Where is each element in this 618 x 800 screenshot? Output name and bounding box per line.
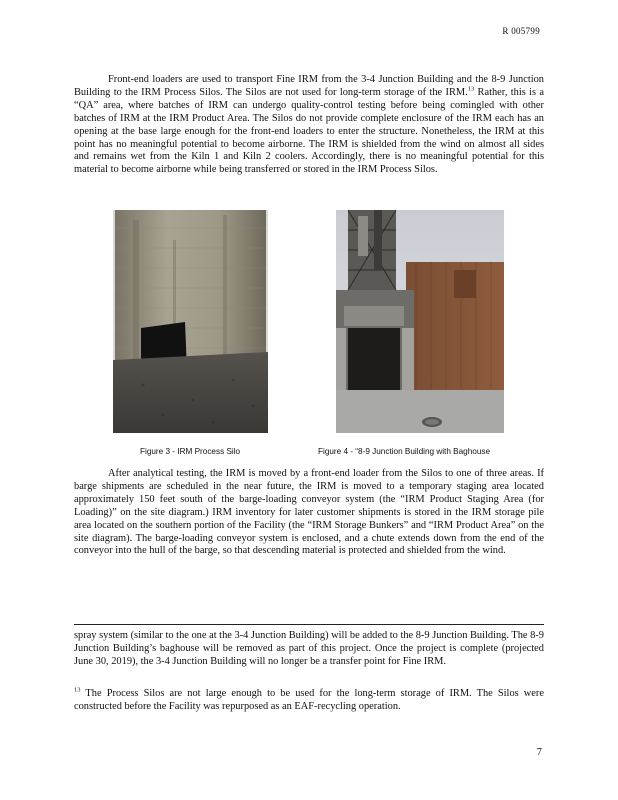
- paragraph-1-text-b: Rather, this is a “QA” area, where batches of IRM can undergo quality-control testing before being comingled with other batches of IRM at the IRM Product Area. The Silos do not provide complete enclosure of the IRM each has an opening at the base large enough for the front-end loaders to enter the structure. Nonetheless, the IRM at this point has no meaningful potential to become airborne. The IRM is shielded from the wind on almost all sides and remains wet from the Kiln 1 and Kiln 2 coolers. Accordingly, there is no meaningful potential for this material to become airborne while being transferred or stored in the IRM Process Silos.: [74, 86, 544, 176]
- paragraph-1-text-a: Front-end loaders are used to transport Fine IRM from the 3-4 Junction Building and the 8-9 Junction Building to the IRM Process Silos. The Silos are not used for long-term storage of the IRM.: [74, 74, 544, 98]
- body-paragraph-2: [74, 468, 544, 558]
- paragraph-2-text: After analytical testing, the IRM is moved by a front-end loader from the Silos to one of three areas. If barge shipments are scheduled in the near future, the IRM is moved to a temporary staging area located approximately 150 feet south of the barge-loading conveyor system (the “IRM Product Staging Area (for Loading)” on the site diagram.) IRM inventory for later customer shipments is stored in the IRM storage pile area located on the southern portion of the Facility (the “IRM Storage Bunkers” and “IRM Product Area” on the site diagram). The barge-loading conveyor system is enclosed, and a chute extends down from the end of the conveyor into the hull of the barge, so that descending material is protected and shielded from the wind.: [74, 468, 544, 557]
- body-paragraph-1: [74, 74, 544, 177]
- footnote-ref-13[interactable]: 13: [467, 85, 475, 93]
- footnote-continued: spray system (similar to the one at the 3-4 Junction Building) will be added to the 8-9 Junction Building. The 8-9 Junction Building’s baghouse will be removed as part of this project. Once the project is complete (projected June 30, 2019), the 3-4 Junction Building will no longer be a transfer point for Fine IRM.: [74, 630, 544, 667]
- figure-3-silo-photo: [113, 210, 268, 433]
- figure-4-junction-building-photo: [336, 210, 504, 433]
- bates-number: R 005799: [502, 26, 540, 36]
- footnote-13: [74, 688, 544, 714]
- figure-3-caption: Figure 3 - IRM Process Silo: [140, 447, 241, 456]
- page-number: 7: [536, 747, 542, 758]
- footnote-13-text: The Process Silos are not large enough to be used for the long-term storage of IRM. The Silos were constructed before the Facility was repurposed as an EAF-recycling operation.: [74, 688, 544, 712]
- footnote-separator: [74, 624, 544, 625]
- footnote-13-number: 13: [74, 686, 81, 694]
- figure-4-caption: Figure 4 - “8-9 Junction Building with Baghouse: [318, 447, 491, 456]
